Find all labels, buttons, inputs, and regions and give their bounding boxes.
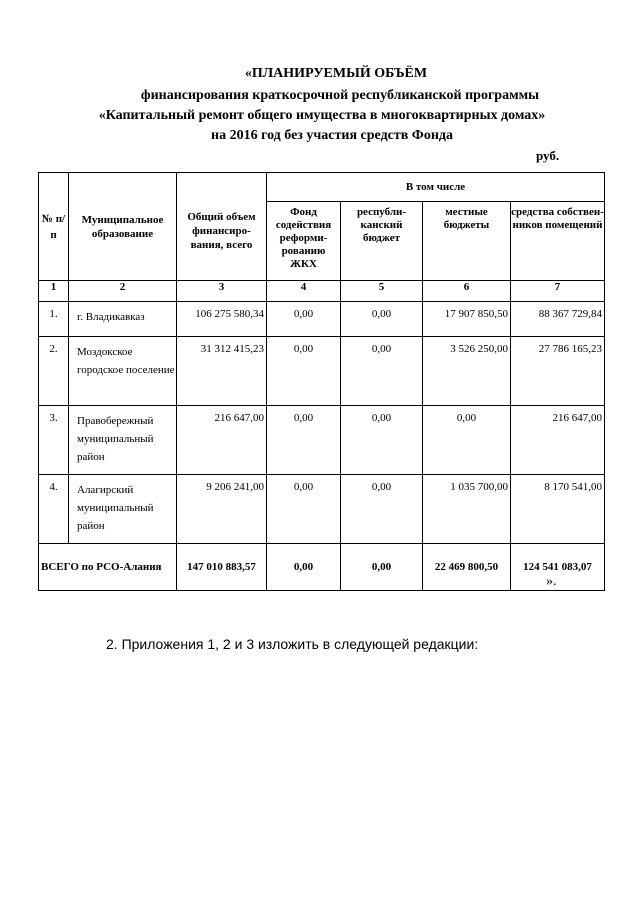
header-owners-funds: средства собствен-ников помещений — [511, 202, 605, 281]
row-fund: 0,00 — [267, 302, 341, 337]
table-row — [39, 406, 605, 475]
row-owners: 8 170 541,00 — [511, 475, 605, 544]
row-local: 17 907 850,50 — [423, 302, 511, 337]
row-local: 1 035 700,00 — [423, 475, 511, 544]
row-num: 1. — [39, 302, 69, 337]
row-republic: 0,00 — [341, 406, 423, 475]
header-including: В том числе — [267, 173, 605, 202]
table-row — [39, 475, 605, 544]
document-title-line-3: «Капитальный ремонт общего имущества в многоквартирных домах» — [98, 108, 546, 123]
row-fund: 0,00 — [267, 337, 341, 406]
column-index: 4 — [267, 281, 341, 302]
header-republic-budget: республи-канский бюджет — [341, 202, 423, 281]
row-municipality: Правобережный муниципальный район — [69, 406, 177, 475]
row-total: 9 206 241,00 — [177, 475, 267, 544]
header-fund: Фонд содействия реформи-рованию ЖКХ — [267, 202, 341, 281]
header-num: № п/п — [39, 173, 69, 281]
column-index: 2 — [69, 281, 177, 302]
total-local: 22 469 800,50 — [423, 544, 511, 591]
header-total: Общий объем финансиро-вания, всего — [177, 173, 267, 281]
amendment-paragraph: 2. Приложения 1, 2 и 3 изложить в следующей редакции: — [106, 636, 479, 652]
row-republic: 0,00 — [341, 302, 423, 337]
row-total: 31 312 415,23 — [177, 337, 267, 406]
column-index: 1 — [39, 281, 69, 302]
row-republic: 0,00 — [341, 337, 423, 406]
row-total: 216 647,00 — [177, 406, 267, 475]
table-row — [39, 302, 605, 337]
total-fund: 0,00 — [267, 544, 341, 591]
currency-unit: руб. — [536, 148, 560, 163]
row-total: 106 275 580,34 — [177, 302, 267, 337]
document-title-line-2: финансирования краткосрочной республиканской программы — [140, 88, 540, 103]
closing-quote: ». — [546, 574, 557, 589]
document-title-line-4: на 2016 год без участия средств Фонда — [211, 128, 453, 143]
table-row — [39, 337, 605, 406]
column-index: 3 — [177, 281, 267, 302]
row-municipality: Алагирский муниципальный район — [69, 475, 177, 544]
financing-table — [38, 172, 605, 591]
header-local-budgets: местные бюджеты — [423, 202, 511, 281]
row-owners: 88 367 729,84 — [511, 302, 605, 337]
row-local: 0,00 — [423, 406, 511, 475]
row-local: 3 526 250,00 — [423, 337, 511, 406]
row-fund: 0,00 — [267, 475, 341, 544]
row-fund: 0,00 — [267, 406, 341, 475]
row-municipality: г. Владикавказ — [69, 302, 177, 337]
total-owners: 124 541 083,07 — [511, 544, 605, 591]
total-label: ВСЕГО по РСО-Алания — [39, 544, 177, 591]
row-owners: 216 647,00 — [511, 406, 605, 475]
row-owners: 27 786 165,23 — [511, 337, 605, 406]
table-total-row — [39, 544, 605, 591]
column-index: 6 — [423, 281, 511, 302]
document-title-line-1: «ПЛАНИРУЕМЫЙ ОБЪЁМ — [244, 66, 428, 81]
column-index: 5 — [341, 281, 423, 302]
column-index-row — [39, 281, 605, 302]
row-municipality: Моздокское городское поселение — [69, 337, 177, 406]
total-republic: 0,00 — [341, 544, 423, 591]
column-index: 7 — [511, 281, 605, 302]
total-sum: 147 010 883,57 — [177, 544, 267, 591]
row-republic: 0,00 — [341, 475, 423, 544]
header-municipality: Муниципальное образование — [69, 173, 177, 281]
row-num: 4. — [39, 475, 69, 544]
row-num: 3. — [39, 406, 69, 475]
row-num: 2. — [39, 337, 69, 406]
